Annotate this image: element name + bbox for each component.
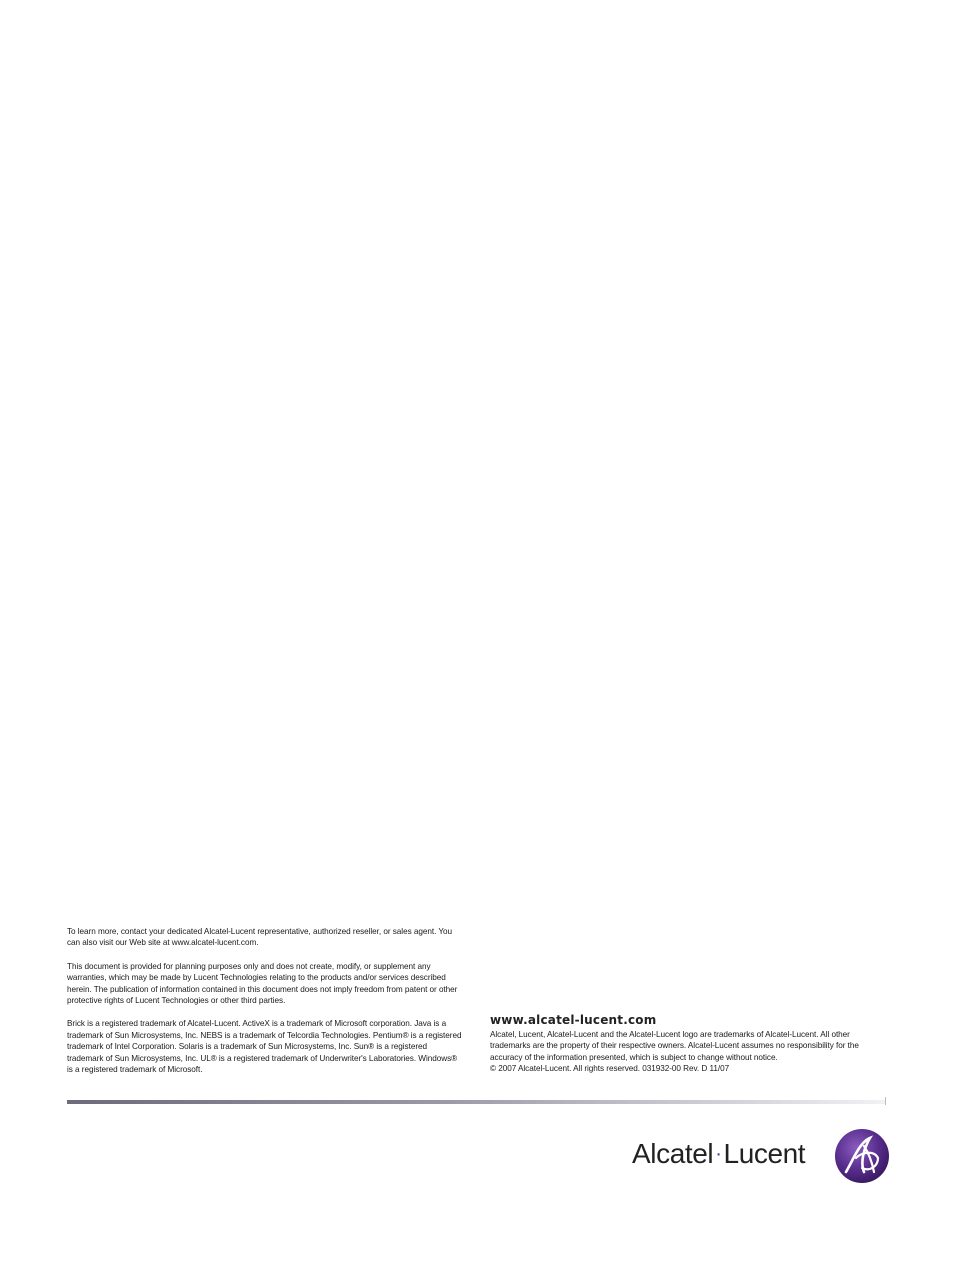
trademark-notice: Alcatel, Lucent, Alcatel-Lucent and the Alcatel-Lucent logo are trademarks of Alcatel-Lucent. All other trademarks are the property of their respective owners. Alcatel-Lucent assumes no responsibility for the accuracy of the information presented, which is subject to change without notice. (490, 1030, 859, 1062)
contact-and-trademark-notes (67, 926, 463, 1087)
trademarks-paragraph: Brick is a registered trademark of Alcatel-Lucent. ActiveX is a trademark of Microsoft corporation. Java is a trademark of Sun Microsystems, Inc. NEBS is a trademark of Telcordia Technologies. Pentium® is a registered trademark of Intel Corporation. Solaris is a trademark of Sun Microsystems, Inc. Sun® is a registered trademark of Sun Microsystems, Inc. UL® is a registered trademark of Underwriter's Laboratories. Windows® is a registered trademark of Microsoft. (67, 1019, 462, 1075)
brand-word-lucent: Lucent (723, 1138, 806, 1169)
copyright-line: © 2007 Alcatel-Lucent. All rights reserved. 031932-00 Rev. D 11/07 (490, 1064, 730, 1074)
legal-block (490, 1013, 884, 1075)
contact-paragraph: To learn more, contact your dedicated Alcatel-Lucent representative, authorized reseller, or sales agent. You can also visit our Web site at www.alcatel-lucent.com. (67, 927, 453, 948)
footer-divider-tick (885, 1097, 886, 1105)
brand-logo (632, 1128, 892, 1184)
disclaimer-paragraph: This document is provided for planning purposes only and does not create, modify, or supplement any warranties, which may be made by Lucent Technologies relating to the products and/or services described herein. The publication of information contained in this document does not imply freedom from patent or other protective rights of Lucent Technologies or other third parties. (67, 961, 458, 1006)
brand-wordmark (632, 1138, 805, 1170)
website-url[interactable]: www.alcatel-lucent.com (490, 1013, 657, 1027)
brand-separator: · (715, 1143, 722, 1165)
footer-divider (67, 1100, 885, 1104)
brand-word-alcatel: Alcatel (632, 1138, 714, 1169)
alcatel-lucent-logo-icon (834, 1128, 890, 1184)
